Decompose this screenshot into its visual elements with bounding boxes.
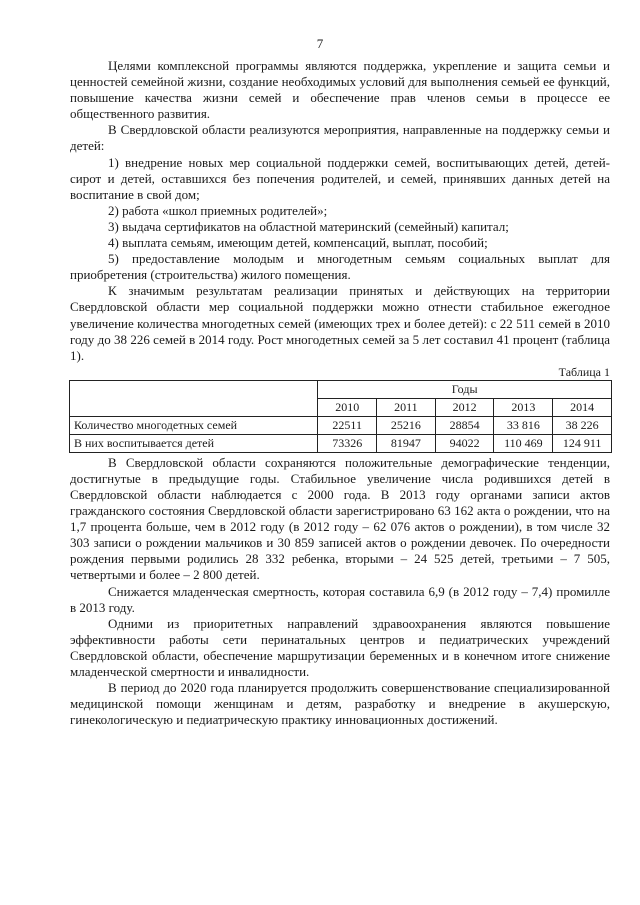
list-item-5: 5) предоставление молодым и многодетным семьям социальных выплат для приобретения (строительства) жилого помещения. [70, 251, 610, 283]
table-cell: 94022 [435, 434, 494, 452]
list-item-3: 3) выдача сертификатов на областной материнский (семейный) капитал; [108, 218, 509, 234]
page-number: 7 [316, 36, 324, 51]
table-header-row [70, 380, 612, 398]
table-cell: 38 226 [553, 416, 612, 434]
list-item-4: 4) выплата семьям, имеющим детей, компенсаций, выплат, пособий; [108, 235, 488, 251]
list-item-2: 2) работа «школ приемных родителей»; [108, 202, 328, 218]
families-table [69, 380, 612, 453]
table-caption: Таблица 1 [558, 364, 610, 379]
table-cell: 124 911 [553, 434, 612, 452]
table-cell: 110 469 [494, 434, 553, 452]
row-label: Количество многодетных семей [70, 416, 318, 434]
year-header: 2014 [553, 398, 612, 416]
table-corner-cell [70, 380, 318, 416]
table-cell: 81947 [377, 434, 436, 452]
paragraph-demography: В Свердловской области сохраняются положительные демографические тенденции, достигнутые в предыдущие годы. Стабильное увеличение числа родившихся детей в Свердловской области наблюдается с 2000 года. В 2013 году органами записи актов гражданского состояния Свердловской области зарегистрировано 63 162 акта о рождении, что на 1,7 процента больше, чем в 2012 году (в 2012 году – 62 076 актов о рождении), в том числе 32 303 записи о рождении мальчиков и 30 859 записей актов о рождении девочек. По очередности рождения первыми родились 28 332 ребенка, вторыми – 24 525 детей, третьими – 7 505, четвертыми и более – 2 800 детей. [70, 454, 610, 583]
table-cell: 73326 [318, 434, 377, 452]
paragraph-measures-intro: В Свердловской области реализуются мероприятия, направленные на поддержку семьи и детей: [70, 122, 610, 154]
year-header: 2011 [377, 398, 436, 416]
year-header: 2010 [318, 398, 377, 416]
table-cell: 28854 [435, 416, 494, 434]
table-cell: 33 816 [494, 416, 553, 434]
document-body [70, 58, 610, 728]
row-label: В них воспитывается детей [70, 434, 318, 452]
paragraph-plans-2020: В период до 2020 года планируется продолжить совершенствование специализированной медицинской помощи женщинам и детям, разработку и внедрение в акушерскую, гинекологическую и педиатрическую практику инновационных достижений. [70, 680, 610, 728]
paragraph-results: К значимым результатам реализации принятых и действующих на территории Свердловской области мер социальной поддержки можно отнести стабильное ежегодное увеличение количества многодетных семей (имеющих трех и более детей): с 22 511 семей в 2010 году до 38 226 семей в 2014 году. Рост многодетных семей за 5 лет составил 41 процент (таблица 1). [70, 283, 610, 363]
year-header: 2013 [494, 398, 553, 416]
paragraph-goals: Целями комплексной программы являются поддержка, укрепление и защита семьи и ценностей семейной жизни, создание необходимых условий для выполнения семьей ее функций, повышение качества жизни семей и обеспечение прав членов семьи в процессе ее общественного развития. [70, 58, 610, 122]
table-group-header: Годы [318, 380, 612, 398]
list-item-1: 1) внедрение новых мер социальной поддержки семей, воспитывающих детей, детей-сирот и детей, оставшихся без попечения родителей, и семей, принявших данных детей на воспитание в свой дом; [70, 154, 610, 202]
year-header: 2012 [435, 398, 494, 416]
paragraph-infant-mortality: Снижается младенческая смертность, которая составила 6,9 (в 2012 году – 7,4) промилле в 2013 году. [70, 583, 610, 615]
paragraph-healthcare-priorities: Одними из приоритетных направлений здравоохранения являются повышение эффективности работы сети перинатальных центров и педиатрических учреждений Свердловской области, обеспечение маршрутизации беременных и в конечном итоге снижение младенческой смертности и инвалидности. [70, 615, 610, 679]
table-row [70, 434, 612, 452]
table-cell: 25216 [377, 416, 436, 434]
table-cell: 22511 [318, 416, 377, 434]
table-row [70, 416, 612, 434]
